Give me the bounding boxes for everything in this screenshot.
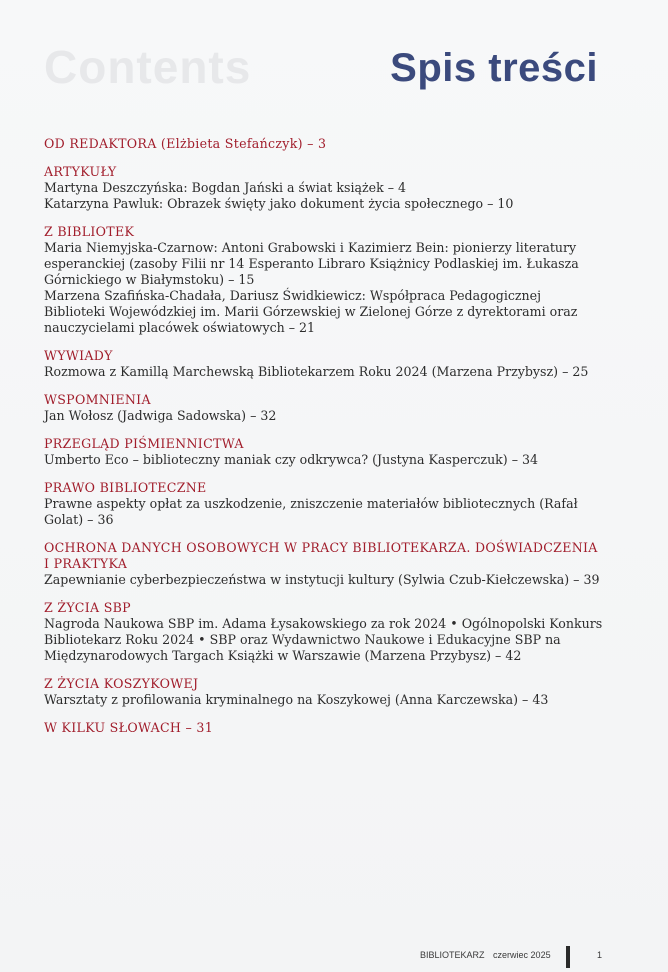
toc-section — [44, 224, 606, 336]
section-heading: PRAWO BIBLIOTECZNE — [44, 480, 207, 495]
section-heading: Z BIBLIOTEK — [44, 224, 135, 239]
section-heading: PRZEGLĄD PIŚMIENNICTWA — [44, 436, 244, 451]
toc-entry: Maria Niemyjska-Czarnow: Antoni Grabowski i Kazimierz Bein: pionierzy literatury esperanckiej (zasoby Filii nr 14 Esperanto Libraro Książnicy Podlaskiej im. Łukasza Górnickiego w Białymstoku) – 15 — [44, 240, 579, 287]
footer-divider — [566, 946, 570, 968]
footer-issue: czerwiec 2025 — [493, 950, 551, 960]
toc-section — [44, 348, 606, 380]
toc-section — [44, 480, 606, 528]
toc-section — [44, 136, 606, 152]
toc-section — [44, 676, 606, 708]
toc-section — [44, 540, 606, 588]
section-heading: WSPOMNIENIA — [44, 392, 151, 407]
toc-section — [44, 600, 606, 664]
page-title: Spis treści — [390, 46, 598, 90]
footer — [420, 950, 551, 960]
section-heading: WYWIADY — [44, 348, 113, 363]
toc-entry: Katarzyna Pawluk: Obrazek święty jako dokument życia społecznego – 10 — [44, 196, 514, 211]
toc-section — [44, 720, 606, 736]
section-heading: Z ŻYCIA KOSZYKOWEJ — [44, 676, 199, 691]
section-heading: W KILKU SŁOWACH – 31 — [44, 720, 214, 735]
toc-section — [44, 436, 606, 468]
toc-entry: Nagroda Naukowa SBP im. Adama Łysakowskiego za rok 2024 • Ogólnopolski Konkurs Bibliotekarz Roku 2024 • SBP oraz Wydawnictwo Naukowe i Edukacyjne SBP na Międzynarodowych Targach Książki w Warszawie (Marzena Przybysz) – 42 — [44, 616, 603, 663]
section-heading: OD REDAKTORA (Elżbieta Stefańczyk) – 3 — [44, 136, 327, 151]
toc-entry: Martyna Deszczyńska: Bogdan Jański a świat książek – 4 — [44, 180, 407, 195]
toc-entry: Marzena Szafińska-Chadała, Dariusz Świdkiewicz: Współpraca Pedagogicznej Biblioteki Wojewódzkiej im. Marii Górzewskiej w Zielonej Górze z dyrektorami oraz nauczycielami placówek oświatowych – 21 — [44, 288, 578, 335]
toc-entry: Umberto Eco – biblioteczny maniak czy odkrywca? (Justyna Kasperczuk) – 34 — [44, 452, 539, 467]
toc-section — [44, 164, 606, 212]
toc-entry: Jan Wołosz (Jadwiga Sadowska) – 32 — [44, 408, 277, 423]
footer-magazine: BIBLIOTEKARZ — [420, 950, 485, 960]
section-heading: Z ŻYCIA SBP — [44, 600, 131, 615]
section-heading: OCHRONA DANYCH OSOBOWYCH W PRACY BIBLIOTEKARZA. DOŚWIADCZENIA I PRAKTYKA — [44, 540, 598, 571]
page-number: 1 — [597, 950, 603, 960]
toc-entry: Prawne aspekty opłat za uszkodzenie, zniszczenie materiałów bibliotecznych (Rafał Golat) – 36 — [44, 496, 578, 527]
table-of-contents — [44, 124, 606, 736]
section-heading: ARTYKUŁY — [44, 164, 117, 179]
toc-entry: Warsztaty z profilowania kryminalnego na Koszykowej (Anna Karczewska) – 43 — [44, 692, 549, 707]
toc-entry: Zapewnianie cyberbezpieczeństwa w instytucji kultury (Sylwia Czub-Kiełczewska) – 39 — [44, 572, 600, 587]
toc-section — [44, 392, 606, 424]
ghost-title: Contents — [44, 41, 252, 93]
toc-entry: Rozmowa z Kamillą Marchewską Bibliotekarzem Roku 2024 (Marzena Przybysz) – 25 — [44, 364, 589, 379]
